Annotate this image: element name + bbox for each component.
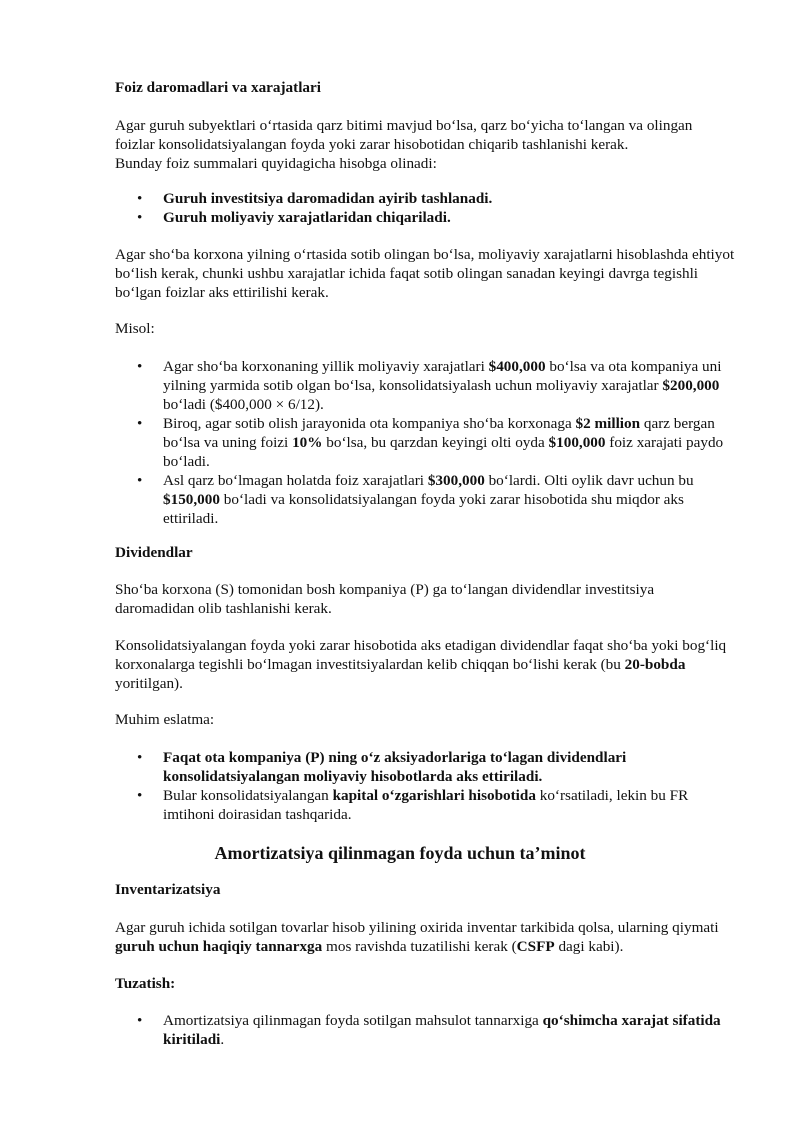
paragraph: Agar guruh ichida sotilgan tovarlar hisob yilining oxirida inventar tarkibida qolsa, ularning qiymati guruh uchun haqiqiy tannarxga mos ravishda tuzatilishi kerak (CSFP dagi kabi). bbox=[115, 919, 719, 955]
paragraph: Konsolidatsiyalangan foyda yoki zarar hisobotida aks etadigan dividendlar faqat sho‘ba yoki bog‘liq korxonalarga tegishli bo‘lmagan investitsiyalardan kelib chiqqan bo‘lishi kerak (bu 20-bobda yoritilgan). bbox=[115, 637, 727, 692]
list-item: • Bular konsolidatsiyalangan kapital o‘zgarishlari hisobotida ko‘rsatiladi, lekin bu FR imtihoni doirasidan tashqarida. bbox=[115, 786, 735, 824]
section-heading-interest: Foiz daromadlari va xarajatlari bbox=[115, 79, 321, 96]
list-item: • Guruh investitsiya daromadidan ayirib tashlanadi. bbox=[115, 189, 735, 208]
adjust-bullet-list bbox=[115, 1011, 735, 1049]
list-item: • Faqat ota kompaniya (P) ning o‘z aksiyadorlariga to‘lagan dividendlari konsolidatsiyalangan moliyaviy hisobotlarda aks ettiriladi. bbox=[115, 748, 735, 786]
note-label: Muhim eslatma: bbox=[115, 711, 215, 728]
list-item: • Biroq, agar sotib olish jarayonida ota kompaniya sho‘ba korxonaga $2 million qarz bergan bo‘lsa va uning foizi 10% bo‘lsa, bu qarzdan keyingi olti oyda $100,000 foiz xarajati paydo bo‘ladi. bbox=[115, 414, 735, 471]
section-heading-adjustment: Tuzatish: bbox=[115, 975, 176, 992]
list-item: • Amortizatsiya qilinmagan foyda sotilgan mahsulot tannarxiga qo‘shimcha xarajat sifatida kiritiladi. bbox=[115, 1011, 735, 1049]
list-item: • Asl qarz bo‘lmagan holatda foiz xarajatlari $300,000 bo‘lardi. Olti oylik davr uchun bu $150,000 bo‘ladi va konsolidatsiyalangan foyda yoki zarar hisobotida shu miqdor aks ettiriladi. bbox=[115, 471, 735, 528]
section-title-unrealised: Amortizatsiya qilinmagan foyda uchun ta’minot bbox=[214, 843, 586, 863]
list-item: • Agar sho‘ba korxonaning yillik moliyaviy xarajatlari $400,000 bo‘lsa va ota kompaniya uni yilning yarmida sotib olgan bo‘lsa, konsolidatsiyalash uchun moliyaviy xarajatlar $200,000 bo‘ladi ($400,000 × 6/12). bbox=[115, 357, 735, 414]
paragraph: Agar sho‘ba korxona yilning o‘rtasida sotib olingan bo‘lsa, moliyaviy xarajatlarni hisoblashda ehtiyot bo‘lish kerak, chunki ushbu xarajatlar ichida faqat sotib olingan sanadan keyingi davrga tegishli bo‘lgan foizlar aks ettirilishi kerak. bbox=[115, 246, 735, 301]
section-heading-dividends: Dividendlar bbox=[115, 544, 193, 561]
note-bullet-list bbox=[115, 748, 735, 824]
example-bullet-list bbox=[115, 357, 735, 528]
paragraph: Sho‘ba korxona (S) tomonidan bosh kompaniya (P) ga to‘langan dividendlar investitsiya daromadidan olib tashlanishi kerak. bbox=[115, 581, 655, 617]
paragraph: Agar guruh subyektlari o‘rtasida qarz bitimi mavjud bo‘lsa, qarz bo‘yicha to‘langan va olingan foizlar konsolidatsiyalangan foyda yoki zarar hisobotidan chiqarib tashlanishi kerak. Bunday foiz summalari quyidagicha hisobga olinadi: bbox=[115, 117, 693, 172]
example-label: Misol: bbox=[115, 320, 155, 337]
section-heading-inventory: Inventarizatsiya bbox=[115, 881, 221, 898]
list-item: • Guruh moliyaviy xarajatlaridan chiqariladi. bbox=[115, 208, 735, 227]
interest-bullet-list bbox=[115, 189, 735, 227]
